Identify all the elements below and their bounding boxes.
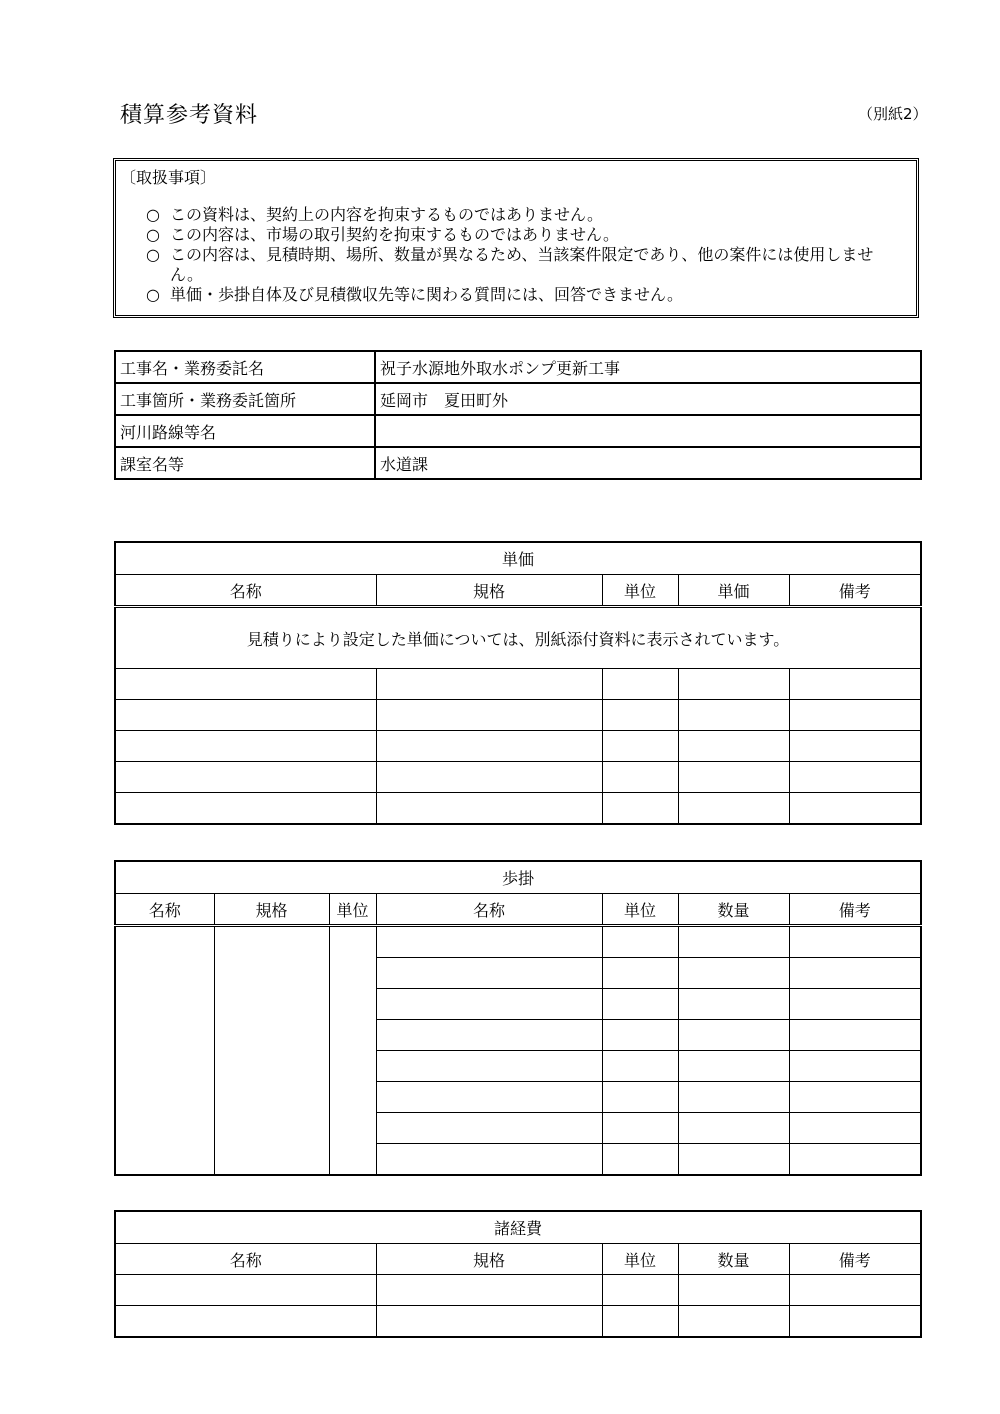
notice-text: この内容は、見積時期、場所、数量が異なるため、当該案件限定であり、他の案件には使用しません。 [170,245,874,284]
circle-bullet-icon: ○ [146,205,160,224]
table-cell [376,989,602,1020]
attachment-label: （別紙2） [858,105,928,123]
table-cell [789,1051,921,1082]
table-cell [602,700,678,731]
table-cell [678,1020,789,1051]
column-header: 単位 [329,894,376,926]
table-cell [789,700,921,731]
table-cell [376,1275,602,1306]
unit-price-table [114,541,922,825]
table-cell [602,669,678,700]
notice-item [146,285,906,305]
notice-item [146,245,906,285]
circle-bullet-icon: ○ [146,225,160,244]
column-header: 規格 [376,575,602,607]
project-name-value: 祝子水源地外取水ポンプ更新工事 [375,351,921,383]
project-location-label: 工事箇所・業務委託箇所 [115,383,375,415]
table-cell [602,1020,678,1051]
circle-bullet-icon: ○ [146,285,160,304]
table-cell [678,793,789,825]
table-row [115,762,921,793]
merged-name-cell [115,926,214,1176]
column-header: 名称 [115,1244,376,1275]
table-cell [115,1275,376,1306]
table-cell [678,762,789,793]
table-row [115,607,921,669]
column-header: 規格 [376,1244,602,1275]
table-cell [602,1082,678,1113]
table-header-row [115,1244,921,1275]
table-cell [115,1306,376,1338]
notice-text: この資料は、契約上の内容を拘束するものではありません。 [170,205,603,224]
table-cell [678,1113,789,1144]
table-title-row [115,1211,921,1244]
table-cell [678,926,789,958]
table-cell [789,1020,921,1051]
table-cell [602,1113,678,1144]
table-header-row [115,894,921,926]
table-cell [678,1144,789,1176]
column-header: 単位 [602,1244,678,1275]
stepping-table [114,860,922,1176]
table-cell [602,1144,678,1176]
column-header: 備考 [789,1244,921,1275]
table-cell [376,793,602,825]
table-title-row [115,542,921,575]
notice-text: 単価・歩掛自体及び見積徴収先等に関わる質問には、回答できません。 [170,285,683,304]
table-row [115,1275,921,1306]
table-cell [678,1275,789,1306]
page-title: 積算参考資料 [120,103,259,128]
column-header: 名称 [115,894,214,926]
merged-unit-cell [329,926,376,1176]
column-header: 単価 [678,575,789,607]
circle-bullet-icon: ○ [146,245,160,264]
table-cell [376,700,602,731]
table-cell [789,958,921,989]
table-cell [678,989,789,1020]
department-label: 課室名等 [115,447,375,479]
table-cell [115,669,376,700]
table-cell [789,1082,921,1113]
table-cell [376,1144,602,1176]
table-cell [376,1306,602,1338]
notice-item [146,225,906,245]
table-cell [115,793,376,825]
table-cell [115,700,376,731]
table-row [115,926,921,958]
table-cell [376,1051,602,1082]
column-header: 単位 [602,575,678,607]
table-cell [115,731,376,762]
table-cell [376,731,602,762]
table-cell [602,793,678,825]
notice-list [146,205,906,305]
table-cell [115,762,376,793]
merged-spec-cell [214,926,329,1176]
table-row [115,383,921,415]
column-header: 規格 [214,894,329,926]
table-cell [602,958,678,989]
table-cell [789,1144,921,1176]
notice-item [146,205,906,225]
table-cell [789,989,921,1020]
notice-text: この内容は、市場の取引契約を拘束するものではありません。 [170,225,619,244]
table-cell [789,762,921,793]
column-header: 数量 [678,894,789,926]
table-cell [678,669,789,700]
table-row [115,415,921,447]
project-info-table [114,350,922,480]
table-title-row [115,861,921,894]
table-cell [678,958,789,989]
column-header: 名称 [376,894,602,926]
table-cell [376,958,602,989]
column-header: 名称 [115,575,376,607]
river-route-label: 河川路線等名 [115,415,375,447]
column-header: 数量 [678,1244,789,1275]
table-cell [376,1020,602,1051]
project-location-value: 延岡市 夏田町外 [375,383,921,415]
table-cell [789,731,921,762]
river-route-value [375,415,921,447]
expenses-table [114,1210,922,1338]
column-header: 単位 [602,894,678,926]
table-cell [602,926,678,958]
notice-heading: 〔取扱事項〕 [120,168,217,187]
table-cell [376,1082,602,1113]
table-row [115,731,921,762]
notice-box [113,158,919,318]
table-cell [789,669,921,700]
project-name-label: 工事名・業務委託名 [115,351,375,383]
table-cell [376,669,602,700]
column-header: 備考 [789,575,921,607]
table-cell [678,1082,789,1113]
table-cell [376,762,602,793]
table-cell [789,1306,921,1338]
table-cell [789,1113,921,1144]
table-cell [376,1113,602,1144]
table-cell [602,1275,678,1306]
table-row [115,793,921,825]
table-row [115,351,921,383]
unit-price-note: 見積りにより設定した単価については、別紙添付資料に表示されています。 [115,607,921,669]
table-cell [376,926,602,958]
table-cell [678,1051,789,1082]
table-cell [789,1275,921,1306]
table-row [115,447,921,479]
table-header-row [115,575,921,607]
table-cell [789,926,921,958]
table-cell [678,731,789,762]
stepping-title: 歩掛 [115,861,921,894]
table-cell [678,1306,789,1338]
table-cell [602,1306,678,1338]
table-cell [678,700,789,731]
table-row [115,700,921,731]
expenses-title: 諸経費 [115,1211,921,1244]
table-cell [602,989,678,1020]
table-cell [602,731,678,762]
table-row [115,669,921,700]
department-value: 水道課 [375,447,921,479]
table-cell [602,1051,678,1082]
column-header: 備考 [789,894,921,926]
table-row [115,1306,921,1338]
table-cell [789,793,921,825]
table-cell [602,762,678,793]
unit-price-title: 単価 [115,542,921,575]
